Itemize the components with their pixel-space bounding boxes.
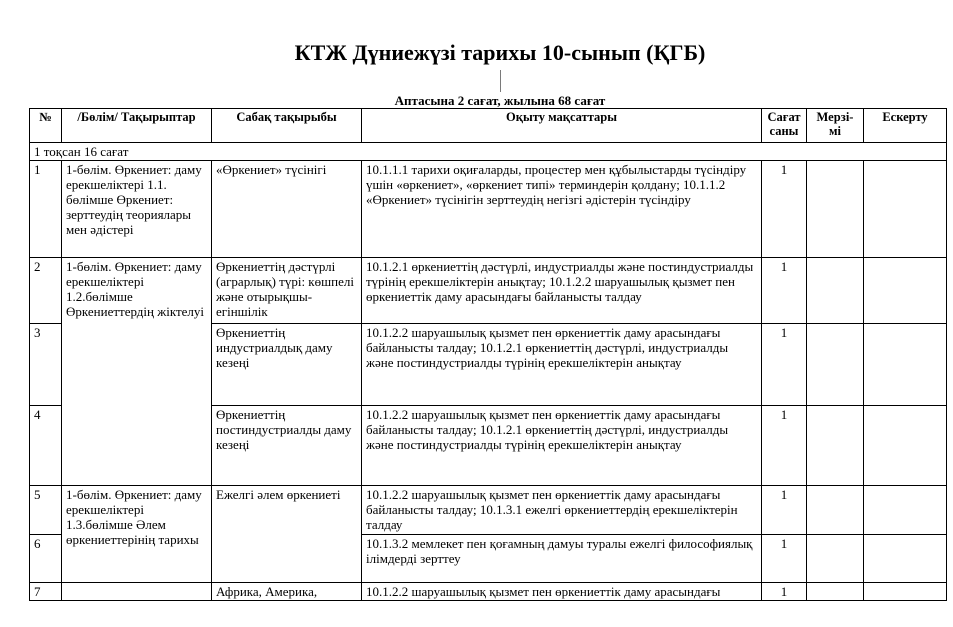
header-note: Ескерту: [864, 109, 947, 143]
row-note: [864, 258, 947, 324]
row-objectives: 10.1.2.2 шаруашылық қызмет пен өркениеттік даму арасындағы: [362, 583, 762, 601]
row-objectives: 10.1.2.2 шаруашылық қызмет пен өркениеттік даму арасындағы байланысты талдау; 10.1.2.1 өркениеттің дәстүрлі, индустриалды және постиндустриалды түрінің ерекшеліктерін анықтау: [362, 324, 762, 406]
quarter-row: [30, 143, 947, 161]
row-date: [807, 486, 864, 535]
row-section: 1-бөлім. Өркениет: даму ерекшеліктері 1.1. бөлімше Өркениет: зерттеудің теориялары мен әдістері: [62, 161, 212, 258]
row-objectives: 10.1.1.1 тарихи оқиғаларды, процестер мен құбылыстарды түсіндіру үшін «өркениет», «өркениет типі» терминдерін қолдану; 10.1.1.2 «Өркениет» түсінігін зерттеудің негізгі әдістерін түсіндіру: [362, 161, 762, 258]
row-topic: Африка, Америка,: [212, 583, 362, 601]
row-num: 5: [30, 486, 62, 535]
table-row: [30, 486, 947, 535]
row-section: [62, 583, 212, 601]
document-title: КТЖ Дүниежүзі тарихы 10-сынып (ҚГБ): [294, 40, 706, 65]
header-objectives: Оқыту мақсаттары: [362, 109, 762, 143]
table-row: [30, 583, 947, 601]
row-topic: Өркениеттің постиндустриалды даму кезеңі: [212, 406, 362, 486]
row-hours: 1: [762, 258, 807, 324]
header-num: №: [30, 109, 62, 143]
header-hours: Сағат саны: [762, 109, 807, 143]
header-date: Мерзі-мі: [807, 109, 864, 143]
row-objectives: 10.1.2.2 шаруашылық қызмет пен өркениеттік даму арасындағы байланысты талдау; 10.1.2.1 өркениеттің дәстүрлі, индустриалды және постиндустриалды түрінің ерекшеліктерін анықтау: [362, 406, 762, 486]
row-hours: 1: [762, 161, 807, 258]
text-cursor: [500, 70, 501, 92]
plan-table: [29, 108, 947, 601]
row-topic: Ежелгі әлем өркениеті: [212, 486, 362, 583]
row-num: 3: [30, 324, 62, 406]
row-section: 1-бөлім. Өркениет: даму ерекшеліктері 1.3.бөлімше Әлем өркениеттерінің тарихы: [62, 486, 212, 583]
row-hours: 1: [762, 406, 807, 486]
row-objectives: 10.1.2.1 өркениеттің дәстүрлі, индустриалды және постиндустриалды түрінің ерекшеліктерін анықтау; 10.1.2.2 шаруашылық қызмет пен өркениеттік даму арасындағы байланысты талдау: [362, 258, 762, 324]
row-date: [807, 406, 864, 486]
row-num: 7: [30, 583, 62, 601]
row-num: 4: [30, 406, 62, 486]
row-hours: 1: [762, 535, 807, 583]
row-note: [864, 161, 947, 258]
row-topic: Өркениеттің дәстүрлі (аграрлық) түрі: көшпелі және отырықшы-егіншілік: [212, 258, 362, 324]
table-row: [30, 161, 947, 258]
row-section: 1-бөлім. Өркениет: даму ерекшеліктері 1.2.бөлімше Өркениеттердің жіктелуі: [62, 258, 212, 486]
row-date: [807, 535, 864, 583]
row-hours: 1: [762, 583, 807, 601]
row-num: 1: [30, 161, 62, 258]
row-note: [864, 535, 947, 583]
row-note: [864, 486, 947, 535]
row-date: [807, 161, 864, 258]
row-note: [864, 583, 947, 601]
row-topic: Өркениеттің индустриалдық даму кезеңі: [212, 324, 362, 406]
row-date: [807, 583, 864, 601]
row-objectives: 10.1.2.2 шаруашылық қызмет пен өркениеттік даму арасындағы байланысты талдау; 10.1.3.1 ежелгі өркениеттердің ерекшеліктерін талдау: [362, 486, 762, 535]
header-topic: Сабақ тақырыбы: [212, 109, 362, 143]
row-date: [807, 324, 864, 406]
row-hours: 1: [762, 486, 807, 535]
row-num: 2: [30, 258, 62, 324]
table-row: [30, 258, 947, 324]
row-num: 6: [30, 535, 62, 583]
row-date: [807, 258, 864, 324]
row-topic: «Өркениет» түсінігі: [212, 161, 362, 258]
quarter-label: 1 тоқсан 16 сағат: [30, 143, 947, 161]
header-row: [30, 109, 947, 143]
document-subtitle: Аптасына 2 сағат, жылына 68 сағат: [394, 93, 606, 108]
row-hours: 1: [762, 324, 807, 406]
row-note: [864, 406, 947, 486]
row-objectives: 10.1.3.2 мемлекет пен қоғамның дамуы туралы ежелгі философиялық ілімдерді зерттеу: [362, 535, 762, 583]
header-section: /Бөлім/ Тақырыптар: [62, 109, 212, 143]
row-note: [864, 324, 947, 406]
